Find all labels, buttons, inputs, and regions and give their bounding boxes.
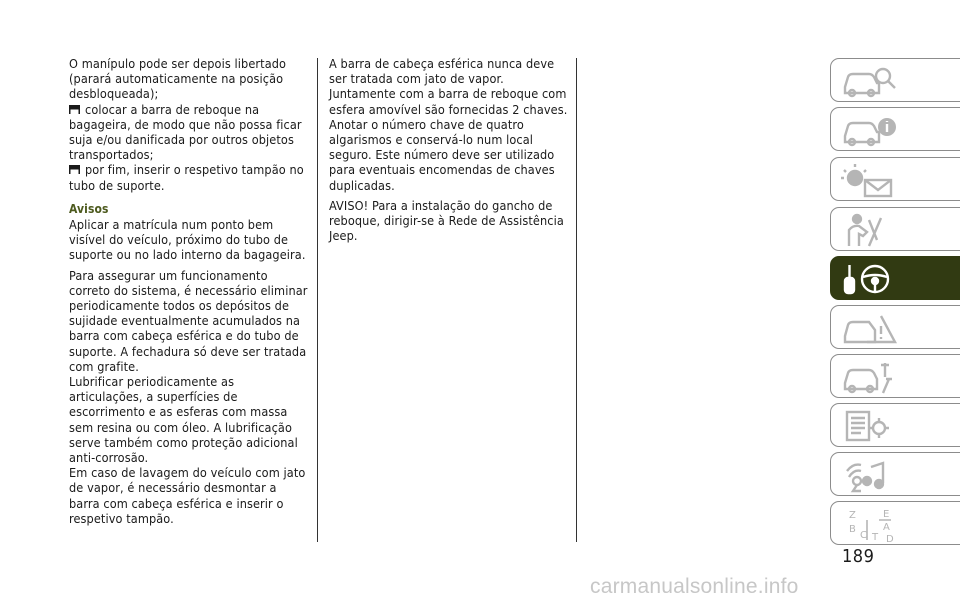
- seat-airbag-safety-icon: [839, 212, 899, 248]
- bullet-item-insert-cap: [69, 162, 309, 192]
- tab-emergency[interactable]: [830, 305, 960, 349]
- car-emergency-icon: [839, 310, 899, 346]
- warning-light-message-icon: [839, 162, 899, 198]
- car-search-icon: [839, 63, 899, 99]
- index-letters-icon: [839, 506, 899, 542]
- tab-servicing-maintenance[interactable]: [830, 354, 960, 398]
- bullet-text: por fim, inserir o respetivo tampão no tubo de suporte.: [69, 162, 304, 193]
- tab-getting-to-know-vehicle[interactable]: [830, 58, 960, 102]
- tab-starting-driving[interactable]: [830, 256, 960, 300]
- index-letter: T: [872, 532, 879, 542]
- bullet-item-store-bar: [69, 102, 309, 163]
- right-text-column: [329, 56, 569, 243]
- paragraph-keys: Juntamente com a barra de reboque com esfera amovível são fornecidas 2 chaves. Anotar o número chave de quatro algarismos e conservá-lo num local seguro. Este número deve ser utilizado para eventuais encomendas de chaves duplicadas.: [329, 86, 568, 193]
- bullet-icon: [69, 105, 80, 114]
- car-info-icon: [839, 112, 899, 148]
- column-divider: [317, 58, 318, 542]
- column-divider: [576, 58, 577, 542]
- left-text-column: [69, 56, 309, 526]
- paragraph-cleaning: Para assegurar um funcionamento correto do sistema, é necessário eliminar periodicamente todos os depósitos de sujidade eventualmente acumulados na barra com cabeça esférica e do tubo de suporte. A fechadura só deve ser tratada com grafite.: [69, 267, 308, 374]
- tab-index[interactable]: [830, 501, 960, 545]
- index-letter: B: [849, 524, 856, 535]
- multimedia-icon: [839, 457, 899, 493]
- section-heading-avisos: Avisos: [69, 201, 109, 216]
- technical-data-icon: [839, 408, 899, 444]
- car-maintenance-icon: [839, 359, 899, 395]
- tab-dashboard[interactable]: [830, 107, 960, 151]
- bullet-icon: [69, 165, 80, 174]
- paragraph-handle-release: O manípulo pode ser depois libertado (parará automaticamente na posição desbloqueada);: [69, 56, 287, 102]
- tab-technical-specifications[interactable]: [830, 403, 960, 447]
- index-letter: Z: [849, 510, 856, 521]
- paragraph-steam-wash: Em caso de lavagem do veículo com jato de vapor, é necessário desmontar a barra com cabeça esférica e inserir o respetivo tampão.: [69, 465, 306, 526]
- paragraph-no-steam: A barra de cabeça esférica nunca deve ser tratada com jato de vapor.: [329, 56, 555, 87]
- tab-multimedia[interactable]: [830, 452, 960, 496]
- tab-safety[interactable]: [830, 207, 960, 251]
- index-letter: A: [883, 522, 890, 533]
- watermark: carmanualsonline.info: [590, 575, 799, 598]
- paragraph-plate: Aplicar a matrícula num ponto bem visível do veículo, próximo do tubo de suporte ou no lado interno da bagageira.: [69, 217, 306, 263]
- tab-warning-lights[interactable]: [830, 157, 960, 201]
- index-letter: C: [860, 530, 867, 541]
- key-steering-wheel-icon: [839, 261, 899, 297]
- paragraph-lubrication: Lubrificar periodicamente as articulações, a superfícies de escorrimento e as esferas com massa sem resina ou com óleo. A lubrificação serve também como proteção adicional anti-corrosão.: [69, 374, 298, 466]
- bullet-text: colocar a barra de reboque na bagageira, de modo que não possa ficar suja e/ou danificada por outros objetos transportados;: [69, 101, 302, 163]
- index-letter: E: [883, 509, 890, 520]
- page-number: 189: [842, 546, 875, 567]
- paragraph-warning: AVISO! Para a instalação do gancho de reboque, dirigir-se à Rede de Assistência Jeep.: [329, 197, 564, 244]
- index-letter: D: [886, 534, 894, 542]
